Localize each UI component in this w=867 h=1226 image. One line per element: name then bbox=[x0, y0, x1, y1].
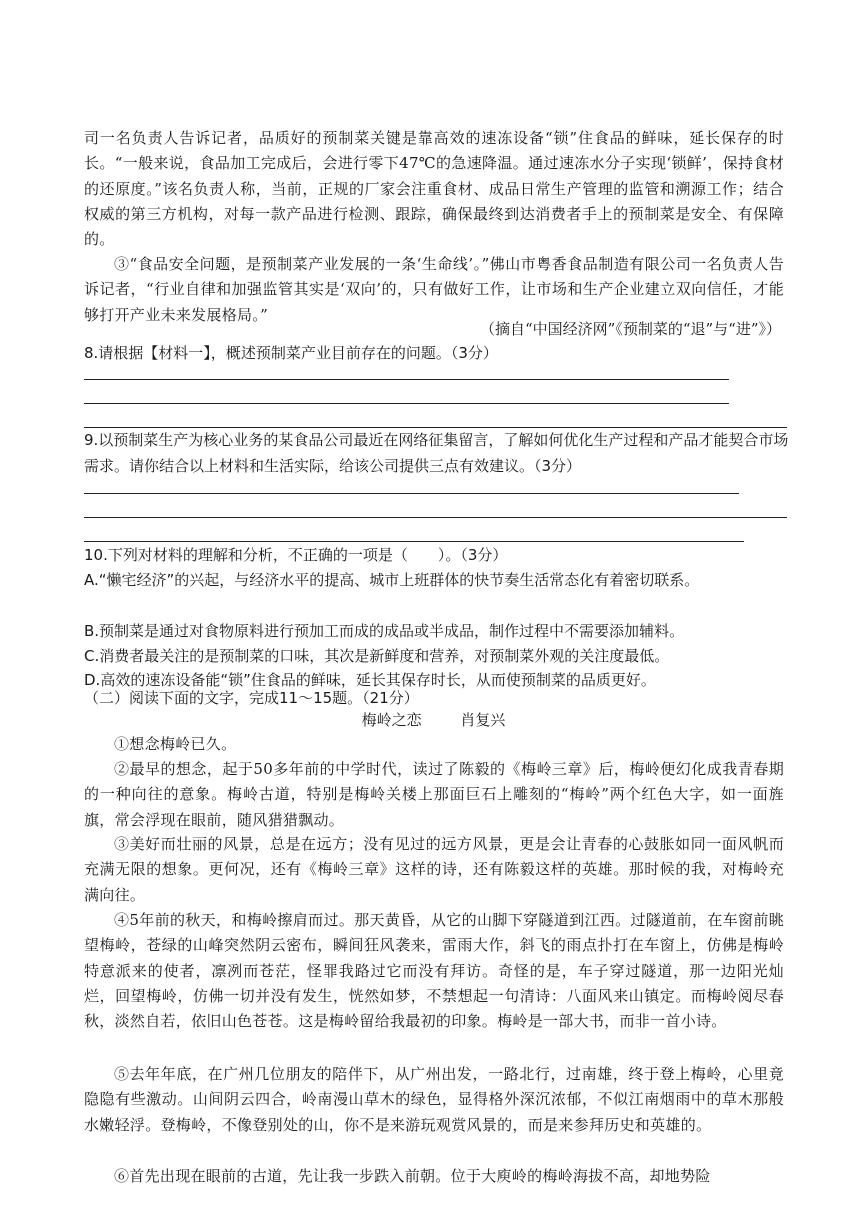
option-a: A.“懒宅经济”的兴起，与经济水平的提高、城市上班群体的快节奏生活常态化有着密切联系。 bbox=[84, 571, 700, 589]
answer-line[interactable] bbox=[84, 517, 787, 518]
article-paragraph-2: ②最早的想念，起于50多年前的中学时代，读过了陈毅的《梅岭三章》后，梅岭便幻化成我青春期的一种向往的意象。梅岭古道，特别是梅岭关楼上那面巨石上雕刻的“梅岭”两个红色大字，如一面旌旗，常会浮现在眼前，随风猎猎飘动。 bbox=[84, 760, 784, 829]
answer-line[interactable] bbox=[84, 379, 729, 380]
material-paragraph-continued: 司一名负责人告诉记者，品质好的预制菜关键是靠高效的速冻设备“锁”住食品的鲜味，延长保存的时长。“一般来说，食品加工完成后，会进行零下47℃的急速降温。通过速冻水分子实现‘锁鲜’，保持食材的还原度。”该名负责人称，当前，正规的厂家会注重食材、成品日常生产管理的监管和溯源工作；结合权威的第三方机构，对每一款产品进行检测、跟踪，确保最终到达消费者手上的预制菜是安全、有保障的。 bbox=[84, 129, 784, 249]
article-paragraph-1: ①想念梅岭已久。 bbox=[114, 735, 237, 753]
article-paragraph-5: ⑤去年年底，在广州几位朋友的陪伴下，从广州出发，一路北行，过南雄，终于登上梅岭，心里竟隐隐有些激动。山间阴云四合，岭南漫山草木的绿色，显得格外深沉浓郁，不似江南烟雨中的草木那般水嫩轻浮。登梅岭，不像登别处的山，你不是来游玩观赏风景的，而是来参拜历史和英雄的。 bbox=[84, 1065, 784, 1134]
article-paragraph-3: ③美好而壮丽的风景，总是在远方；没有见过的远方风景，更是会让青春的心鼓胀如同一面风帆而充满无限的想象。更何况，还有《梅岭三章》这样的诗，还有陈毅这样的英雄。那时候的我，对梅岭充满向往。 bbox=[84, 835, 784, 904]
article-title-line bbox=[0, 709, 867, 730]
article-paragraph-6: ⑥首先出现在眼前的古道，先让我一步跌入前朝。位于大庾岭的梅岭海拔不高，却地势险 bbox=[114, 1167, 711, 1185]
question-8: 8.请根据【材料一】，概述预制菜产业目前存在的问题。（3分） bbox=[84, 344, 498, 362]
option-d: D.高效的速冻设备能“锁”住食品的鲜味，延长其保存时长，从而使预制菜的品质更好。 bbox=[84, 671, 656, 689]
answer-line[interactable] bbox=[84, 493, 739, 494]
article-paragraph-4: ④5年前的秋天，和梅岭擦肩而过。那天黄昏，从它的山脚下穿隧道到江西。过隧道前，在车窗前眺望梅岭，苍绿的山峰突然阴云密布，瞬间狂风袭来，雷雨大作，斜飞的雨点扑打在车窗上，仿佛是梅岭特意派来的使者，凛冽而苍茫，怪罪我路过它而没有拜访。奇怪的是，车子穿过隧道，那一边阳光灿烂，回望梅岭，仿佛一切并没有发生，恍然如梦，不禁想起一句清诗：八面风来山镇定。而梅岭阅尽春秋，淡然自若，依旧山色苍苍。这是梅岭留给我最初的印象。梅岭是一部大书，而非一首小诗。 bbox=[84, 911, 784, 1031]
question-10: 10.下列对材料的理解和分析，不正确的一项是（ ）。（3分） bbox=[84, 546, 508, 564]
answer-line[interactable] bbox=[84, 403, 729, 404]
article-author: 肖复兴 bbox=[460, 711, 506, 729]
material-source: （摘自“中国经济网”《预制菜的“退”与“进”》） bbox=[479, 320, 781, 338]
answer-line[interactable] bbox=[84, 541, 744, 542]
section-heading: （二）阅读下面的文字，完成11～15题。（21分） bbox=[84, 689, 419, 707]
article-title: 梅岭之恋 bbox=[361, 711, 422, 729]
option-b: B.预制菜是通过对食物原料进行预加工而成的成品或半成品，制作过程中不需要添加辅料。 bbox=[84, 622, 685, 640]
question-9: 9.以预制菜生产为核心业务的某食品公司最近在网络征集留言，了解如何优化生产过程和产品才能契合市场需求。请你结合以上材料和生活实际，给该公司提供三点有效建议。（3分） bbox=[84, 431, 789, 475]
option-c: C.消费者最关注的是预制菜的口味，其次是新鲜度和营养，对预制菜外观的关注度最低。 bbox=[84, 647, 670, 665]
material-paragraph-3: ③“食品安全问题，是预制菜产业发展的一条‘生命线’。”佛山市粤香食品制造有限公司一名负责人告诉记者，“行业自律和加强监管其实是‘双向’的，只有做好工作，让市场和生产企业建立双向信任，才能够打开产业未来发展格局。” bbox=[84, 255, 784, 324]
